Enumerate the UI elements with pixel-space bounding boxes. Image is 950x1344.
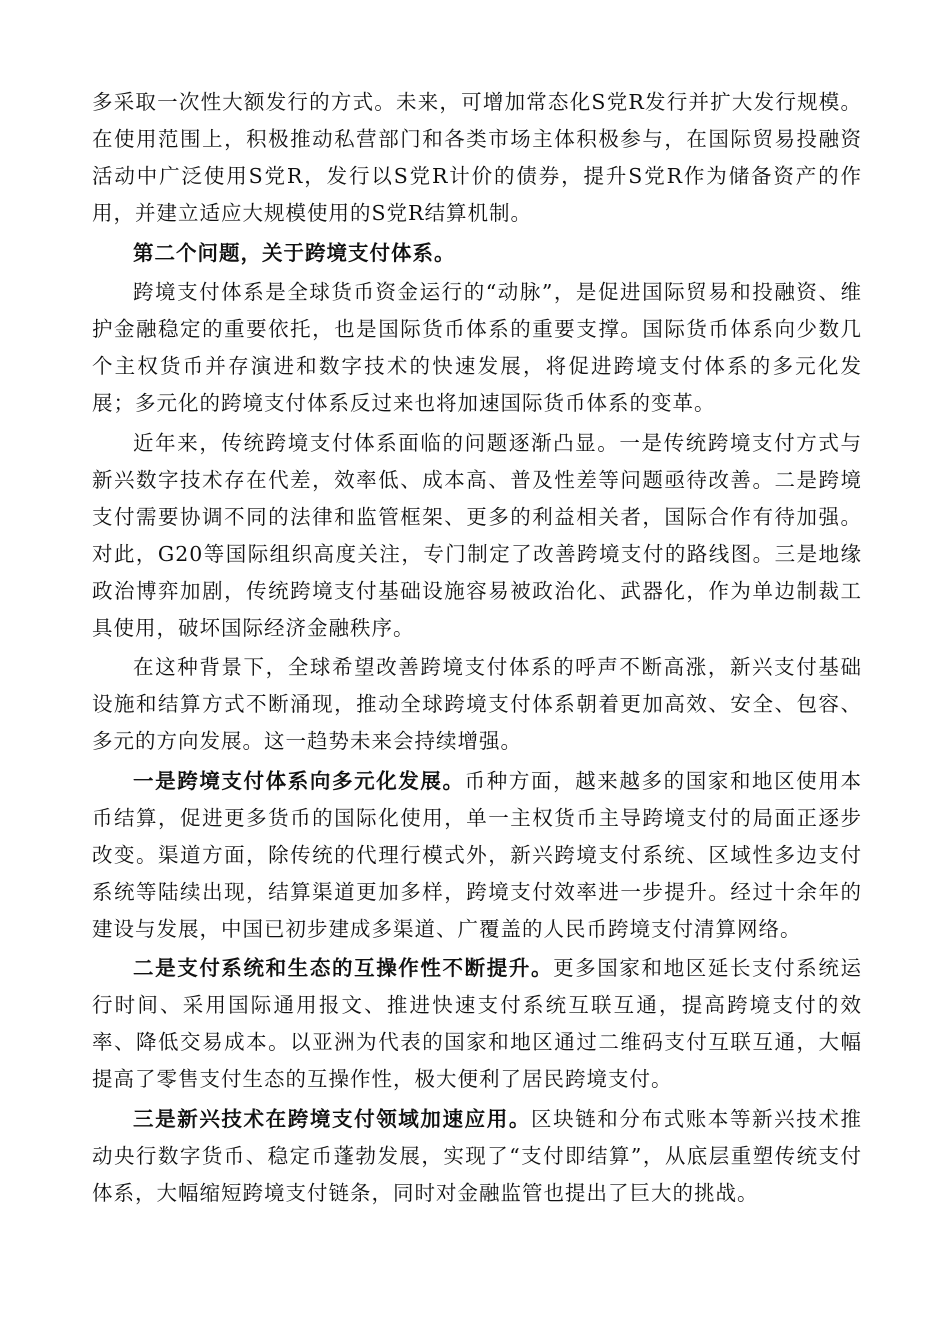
paragraph-with-lead [92, 1101, 862, 1212]
paragraph-text: 多采取一次性大额发行的方式。未来，可增加常态化S党R发行并扩大发行规模。在使用范围上，积极推动私营部门和各类市场主体积极参与，在国际贸易投融资活动中广泛使用S党R，发行以S党R计价的债券，提升S党R作为储备资产的作用，并建立适应大规模使用的S党R结算机制。 [92, 90, 862, 225]
paragraph [92, 274, 862, 422]
section-heading [92, 235, 862, 272]
paragraph-text: 近年来，传统跨境支付体系面临的问题逐渐凸显。一是传统跨境支付方式与新兴数字技术存在代差，效率低、成本高、普及性差等问题亟待改善。二是跨境支付需要协调不同的法律和监管框架、更多的利益相关者，国际合作有待加强。对此，G20等国际组织高度关注，专门制定了改善跨境支付的路线图。三是地缘政治博弈加剧，传统跨境支付基础设施容易被政治化、武器化，作为单边制裁工具使用，破坏国际经济金融秩序。 [92, 430, 862, 640]
paragraph-text: 在这种背景下，全球希望改善跨境支付体系的呼声不断高涨，新兴支付基础设施和结算方式不断涌现，推动全球跨境支付体系朝着更加高效、安全、包容、多元的方向发展。这一趋势未来会持续增强。 [92, 655, 862, 753]
paragraph-lead: 二是支付系统和生态的互操作性不断提升。 [133, 956, 554, 980]
paragraph [92, 425, 862, 647]
paragraph-text: 区块链和分布式账本等新兴技术推动央行数字货币、稳定币蓬勃发展，实现了“支付即结算”，从底层重塑传统支付体系，大幅缩短跨境支付链条，同时对金融监管也提出了巨大的挑战。 [92, 1106, 862, 1205]
document-page [92, 84, 862, 1214]
paragraph-text: 更多国家和地区延长支付系统运行时间、采用国际通用报文、推进快速支付系统互联互通，提高跨境支付的效率、降低交易成本。以亚洲为代表的国家和地区通过二维码支付互联互通，大幅提高了零售支付生态的互操作性，极大便利了居民跨境支付。 [92, 956, 862, 1091]
paragraph-with-lead [92, 763, 862, 948]
paragraph-lead: 一是跨境支付体系向多元化发展。 [133, 768, 465, 793]
paragraph [92, 649, 862, 760]
paragraph-with-lead [92, 950, 862, 1098]
paragraph-text: 跨境支付体系是全球货币资金运行的“动脉”，是促进国际贸易和投融资、维护金融稳定的重要依托，也是国际货币体系的重要支撑。国际货币体系向少数几个主权货币并存演进和数字技术的快速发展，将促进跨境支付体系的多元化发展；多元化的跨境支付体系反过来也将加速国际货币体系的变革。 [92, 280, 862, 415]
paragraph-text: 币种方面，越来越多的国家和地区使用本币结算，促进更多货币的国际化使用，单一主权货币主导跨境支付的局面正逐步改变。渠道方面，除传统的代理行模式外，新兴跨境支付系统、区域性多边支付系统等陆续出现，结算渠道更加多样，跨境支付效率进一步提升。经过十余年的建设与发展，中国已初步建成多渠道、广覆盖的人民币跨境支付清算网络。 [92, 768, 862, 941]
heading-text: 第二个问题，关于跨境支付体系。 [133, 240, 456, 265]
paragraph-lead: 三是新兴技术在跨境支付领域加速应用。 [133, 1106, 531, 1131]
paragraph-continuation [92, 84, 862, 232]
